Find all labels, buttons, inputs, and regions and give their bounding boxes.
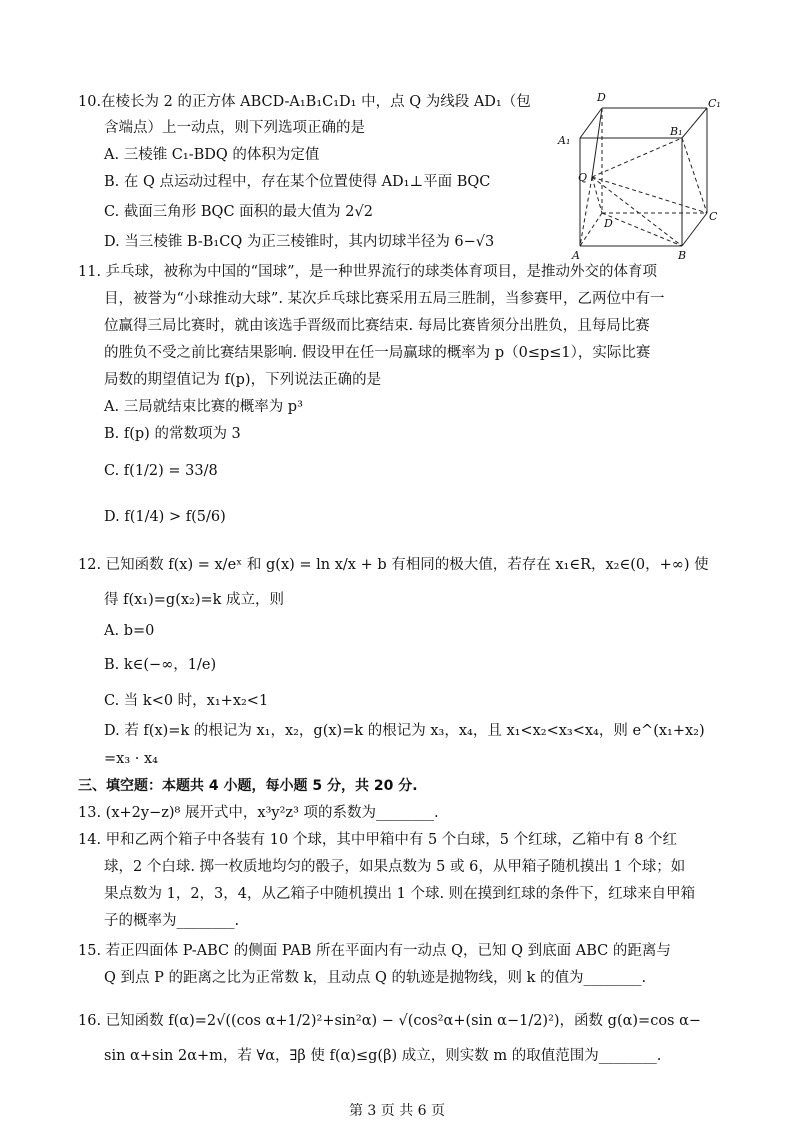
label-B: B [678, 249, 687, 262]
q11-line2: 目，被誉为“小球推动大球”. 某次乒乓球比赛采用五局三胜制，当参赛甲，乙两位中有一 [104, 291, 665, 307]
section-heading: 三、填空题：本题共 4 小题，每小题 5 分，共 20 分. [78, 778, 418, 794]
label-B1: B₁ [670, 125, 683, 138]
label-A: A [572, 249, 580, 262]
q11-line5: 局数的期望值记为 f(p)，下列说法正确的是 [104, 372, 382, 388]
q16-line1: 16. 已知函数 f(α)=2√((cos α+1/2)²+sin²α) − √(cos²α+(sin α−1/2)²)，函数 g(α)=cos α− [78, 1013, 702, 1029]
q14-line1: 14. 甲和乙两个箱子中各装有 10 个球，其中甲箱中有 5 个白球，5 个红球，乙箱中有 8 个红 [78, 832, 678, 848]
label-A1: A₁ [558, 134, 571, 147]
label-D-top: D [597, 91, 606, 104]
q12-option-c: C. 当 k<0 时，x₁+x₂<1 [104, 693, 269, 709]
q11-option-a: A. 三局就结束比赛的概率为 p³ [104, 399, 303, 415]
q12-option-a: A. b=0 [104, 623, 155, 639]
q11-line1: 11. 乒乓球，被称为中国的“国球”，是一种世界流行的球类体育项目，是推动外交的体育项 [78, 264, 657, 280]
q10-option-c: C. 截面三角形 BQC 面积的最大值为 2√2 [104, 204, 373, 220]
q12-line2: 得 f(x₁)=g(x₂)=k 成立，则 [104, 592, 285, 608]
q10-option-b: B. 在 Q 点运动过程中，存在某个位置使得 AD₁⊥平面 BQC [104, 174, 491, 190]
q10-option-d: D. 当三棱锥 B-B₁CQ 为正三棱锥时，其内切球半径为 6−√3 [104, 234, 495, 250]
q14-line2: 球，2 个白球. 掷一枚质地均匀的骰子，如果点数为 5 或 6，从甲箱子随机摸出 1 个球；如 [104, 859, 686, 875]
q10-line1: 10.在棱长为 2 的正方体 ABCD-A₁B₁C₁D₁ 中，点 Q 为线段 AD₁（包 [78, 94, 531, 110]
label-Q: Q [578, 171, 588, 184]
q11-line3: 位赢得三局比赛时，就由该选手晋级而比赛结束. 每局比赛皆须分出胜负，且每局比赛 [104, 318, 650, 334]
q14-line4: 子的概率为________. [104, 913, 240, 929]
label-D-bottom: D [604, 217, 613, 230]
q10-line2: 含端点）上一动点，则下列选项正确的是 [104, 120, 365, 136]
q11-option-b: B. f(p) 的常数项为 3 [104, 426, 241, 442]
q12-option-b: B. k∈(−∞，1/e) [104, 657, 217, 673]
q10-option-a: A. 三棱锥 C₁-BDQ 的体积为定值 [104, 147, 320, 163]
page-footer: 第 3 页 共 6 页 [348, 1103, 446, 1119]
q12-option-d-line2: =x₃ · x₄ [104, 751, 158, 767]
q16-line2: sin α+sin 2α+m，若 ∀α，∃β 使 f(α)≤g(β) 成立，则实数 m 的取值范围为________. [104, 1048, 662, 1064]
q13: 13. (x+2y−z)⁸ 展开式中，x³y²z³ 项的系数为________. [78, 805, 439, 821]
q12-option-d-line1: D. 若 f(x)=k 的根记为 x₁，x₂，g(x)=k 的根记为 x₃，x₄，且 x₁<x₂<x₃<x₄，则 e^(x₁+x₂) [104, 723, 705, 739]
q14-line3: 果点数为 1，2，3，4，从乙箱子中随机摸出 1 个球. 则在摸到红球的条件下，红球来自甲箱 [104, 886, 696, 902]
q15-line1: 15. 若正四面体 P-ABC 的侧面 PAB 所在平面内有一动点 Q，已知 Q 到底面 ABC 的距离与 [78, 943, 671, 959]
q12-line1: 12. 已知函数 f(x) = x/eˣ 和 g(x) = ln x/x + b 有相同的极大值，若存在 x₁∈R，x₂∈(0，+∞) 使 [78, 557, 709, 573]
label-C1: C₁ [708, 97, 721, 110]
q11-option-c: C. f(1/2) = 33/8 [104, 463, 218, 479]
q11-line4: 的胜负不受之前比赛结果影响. 假设甲在任一局赢球的概率为 p（0≤p≤1），实际比赛 [104, 345, 651, 361]
label-C: C [709, 210, 718, 223]
q11-option-d: D. f(1/4) > f(5/6) [104, 509, 226, 525]
cube-figure [552, 88, 722, 263]
q15-line2: Q 到点 P 的距离之比为正常数 k，且动点 Q 的轨迹是抛物线，则 k 的值为________. [104, 970, 647, 986]
